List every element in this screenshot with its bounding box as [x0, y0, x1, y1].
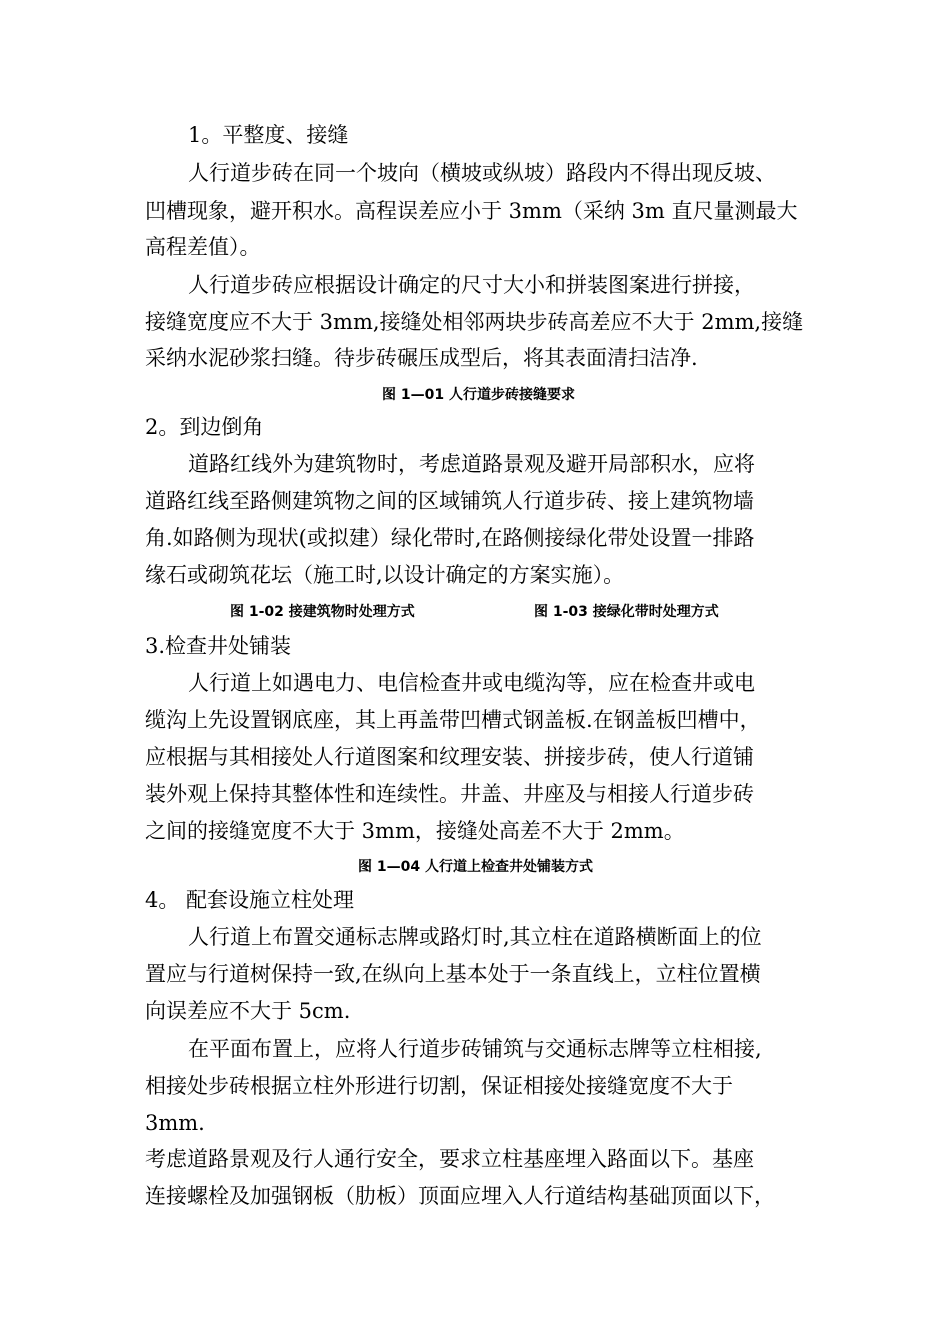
section-1-p2-line-3: 采纳水泥砂浆扫缝。待步砖碾压成型后，将其表面清扫洁净. — [145, 346, 698, 370]
section-1-heading: 1。平整度、接缝 — [188, 123, 349, 147]
section-3-heading: 3.检查井处铺装 — [145, 634, 292, 658]
section-2-p1-line-2: 道路红线至路侧建筑物之间的区域铺筑人行道步砖、接上建筑物墙 — [145, 489, 754, 513]
section-4-heading: 4。 配套设施立柱处理 — [145, 888, 355, 912]
figure-caption-1-02: 图 1-02 接建筑物时处理方式 — [230, 604, 415, 620]
section-1-p1-line-1: 人行道步砖在同一个坡向（横坡或纵坡）路段内不得出现反坡、 — [188, 161, 776, 185]
section-3-p1-line-5: 之间的接缝宽度不大于 3mm，接缝处高差不大于 2mm。 — [145, 819, 685, 843]
figure-caption-1-04: 图 1—04 人行道上检查井处铺装方式 — [358, 859, 593, 875]
section-4-p3-line-1: 考虑道路景观及行人通行安全，要求立柱基座埋入路面以下。基座 — [145, 1147, 754, 1171]
section-3-p1-line-3: 应根据与其相接处人行道图案和纹理安装、拼接步砖，使人行道铺 — [145, 745, 754, 769]
section-2-p1-line-1: 道路红线外为建筑物时，考虑道路景观及避开局部积水，应将 — [188, 452, 755, 476]
section-4-p2-line-1: 在平面布置上，应将人行道步砖铺筑与交通标志牌等立柱相接, — [188, 1037, 762, 1061]
section-1-p2-line-2: 接缝宽度应不大于 3mm,接缝处相邻两块步砖高差应不大于 2mm,接缝 — [145, 310, 804, 334]
section-3-p1-line-2: 缆沟上先设置钢底座，其上再盖带凹槽式钢盖板.在钢盖板凹槽中， — [145, 708, 761, 732]
section-4-p1-line-3: 向误差应不大于 5cm. — [145, 999, 351, 1023]
section-3-p1-line-1: 人行道上如遇电力、电信检查井或电缆沟等，应在检查井或电 — [188, 671, 755, 695]
figure-caption-1-03: 图 1-03 接绿化带时处理方式 — [534, 604, 719, 620]
section-1-p1-line-3: 高程差值）。 — [145, 235, 261, 259]
section-4-p2-line-2: 相接处步砖根据立柱外形进行切割，保证相接处接缝宽度不大于 — [145, 1074, 733, 1098]
section-4-p2-line-3: 3mm. — [145, 1111, 205, 1135]
section-1-p2-line-1: 人行道步砖应根据设计确定的尺寸大小和拼装图案进行拼接， — [188, 273, 755, 297]
section-4-p1-line-2: 置应与行道树保持一致,在纵向上基本处于一条直线上，立柱位置横 — [145, 962, 761, 986]
section-2-p1-line-3: 角.如路侧为现状(或拟建）绿化带时,在路侧接绿化带处设置一排路 — [145, 526, 755, 550]
section-1-p1-line-2: 凹槽现象，避开积水。高程误差应小于 3mm（采纳 3m 直尺量测最大 — [145, 199, 798, 223]
section-4-p1-line-1: 人行道上布置交通标志牌或路灯时,其立柱在道路横断面上的位 — [188, 925, 762, 949]
section-2-heading: 2。到边倒角 — [145, 415, 264, 439]
figure-caption-1-01: 图 1—01 人行道步砖接缝要求 — [382, 387, 575, 403]
section-4-p3-line-2: 连接螺栓及加强钢板（肋板）顶面应埋入人行道结构基础顶面以下， — [145, 1184, 775, 1208]
section-2-p1-line-4: 缘石或砌筑花坛（施工时,以设计确定的方案实施）。 — [145, 563, 625, 587]
section-3-p1-line-4: 装外观上保持其整体性和连续性。井盖、井座及与相接人行道步砖 — [145, 782, 754, 806]
